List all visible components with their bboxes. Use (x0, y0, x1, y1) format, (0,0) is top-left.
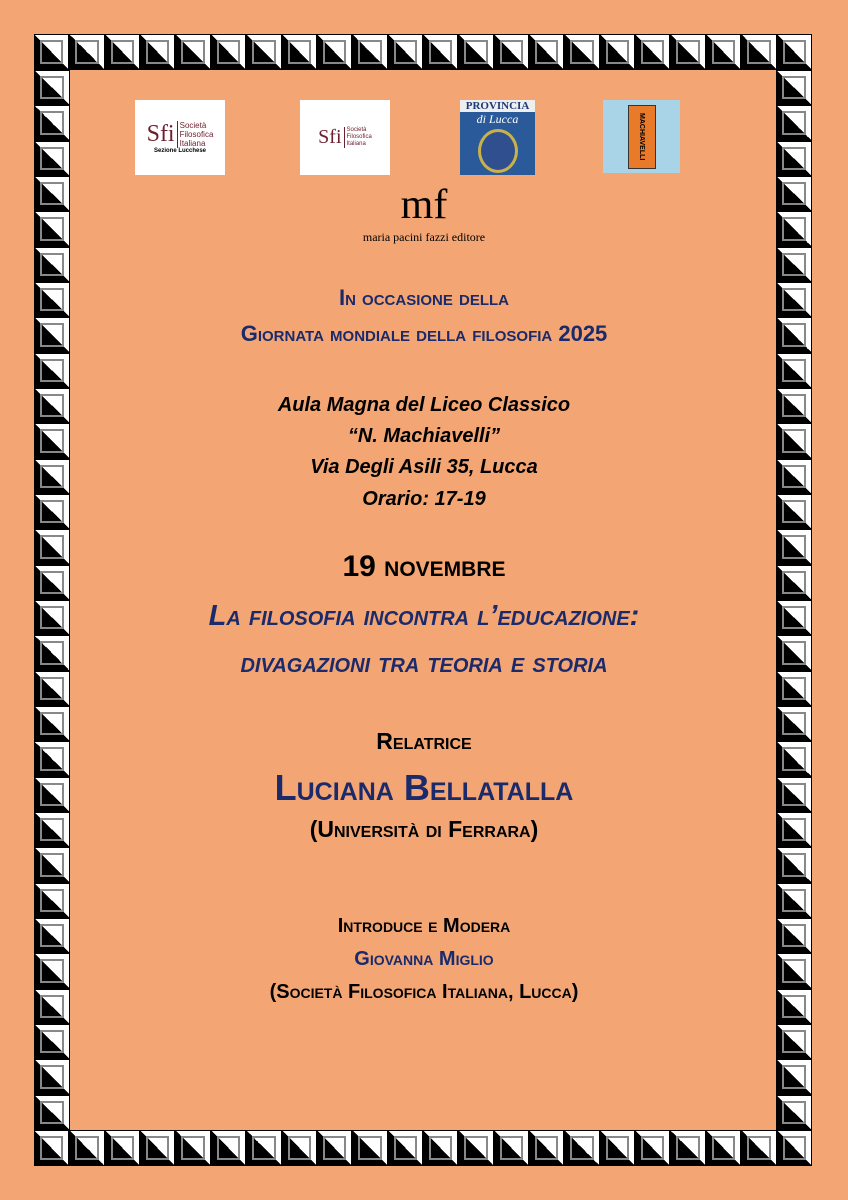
border-tile (34, 247, 70, 282)
talk-title-line2: divagazioni tra teoria e storia (240, 647, 608, 679)
sfi-text: Filosofica (179, 130, 214, 139)
border-tile (34, 1059, 70, 1094)
sfi-text: Filosofica (346, 134, 372, 140)
border-tile (69, 1130, 104, 1166)
border-tile (34, 1095, 70, 1130)
speaker-affiliation: (Università di Ferrara) (309, 816, 539, 842)
border-tile (776, 105, 812, 140)
sfi-text: Italiana (179, 139, 206, 148)
border-tile (600, 1130, 635, 1166)
speaker-name: Luciana Bellatalla (274, 767, 574, 808)
border-tile (741, 1130, 776, 1166)
publisher-name: maria pacini fazzi editore (362, 230, 486, 244)
publisher-logo (324, 180, 524, 245)
border-tile (140, 1130, 175, 1166)
border-tile (317, 34, 352, 70)
border-tile (34, 1130, 69, 1166)
border-tile (670, 1130, 705, 1166)
venue-line2: “N. Machiavelli” (347, 425, 501, 447)
border-tile (600, 34, 635, 70)
border-tile (246, 1130, 281, 1166)
border-tile (741, 34, 776, 70)
border-tile (776, 1059, 812, 1094)
border-tile (706, 34, 741, 70)
venue-line3: Via Degli Asili 35, Lucca (310, 456, 538, 478)
date-day: 19 (342, 550, 376, 583)
border-tile (776, 211, 812, 246)
border-tile (635, 1130, 670, 1166)
border-tile (211, 1130, 246, 1166)
provincia-text: PROVINCIA (460, 100, 535, 112)
machiavelli-text: MACHIAVELLI (638, 112, 645, 161)
border-tile (34, 847, 70, 882)
venue-time: Orario: 17-19 (362, 488, 486, 510)
coat-of-arms-icon (478, 129, 518, 173)
border-tile (706, 1130, 741, 1166)
border-tile (776, 70, 812, 105)
sfi-logo (300, 100, 390, 175)
border-tile (211, 34, 246, 70)
border-tile (564, 34, 599, 70)
border-tile (776, 1095, 812, 1130)
border-tile (494, 34, 529, 70)
border-tile (175, 1130, 210, 1166)
moderator-name: Giovanna Miglio (354, 948, 494, 970)
border-tile (670, 34, 705, 70)
border-tile (388, 34, 423, 70)
border-tile (423, 34, 458, 70)
occasion-line1: In occasione della (338, 285, 509, 310)
provincia-text: di Lucca (476, 112, 519, 126)
border-top (34, 34, 812, 70)
border-tile (352, 1130, 387, 1166)
sfi-text: Società (179, 121, 207, 130)
sfi-text: Società (346, 127, 367, 133)
publisher-mark: mf (400, 182, 448, 228)
border-tile (458, 34, 493, 70)
talk-title-line1: La filosofia incontra l’educazione: (208, 600, 640, 632)
border-tile (776, 883, 812, 918)
border-tile (34, 211, 70, 246)
sfi-mark: Sfi (318, 126, 342, 148)
border-tile (175, 34, 210, 70)
border-tile (34, 105, 70, 140)
border-tile (69, 34, 104, 70)
border-tile (282, 1130, 317, 1166)
liceo-machiavelli-logo (603, 100, 680, 173)
border-tile (776, 141, 812, 176)
venue-line1: Aula Magna del Liceo Classico (277, 394, 571, 416)
border-tile (105, 34, 140, 70)
speaker-role: Relatrice (376, 728, 472, 754)
border-tile (388, 1130, 423, 1166)
border-tile (423, 1130, 458, 1166)
event-date (0, 550, 848, 584)
sfi-mark: Sfi (146, 121, 175, 147)
border-tile (34, 883, 70, 918)
border-bottom (34, 1130, 812, 1166)
border-tile (529, 1130, 564, 1166)
border-tile (317, 1130, 352, 1166)
moderator-affiliation: (Società Filosofica Italiana, Lucca) (269, 981, 579, 1003)
border-tile (494, 1130, 529, 1166)
sfi-section: Sezione Lucchese (153, 148, 207, 154)
border-tile (776, 1024, 812, 1059)
sfi-text: Italiana (346, 141, 366, 147)
border-tile (105, 1130, 140, 1166)
border-tile (777, 34, 812, 70)
border-tile (34, 34, 69, 70)
border-tile (34, 176, 70, 211)
border-tile (282, 34, 317, 70)
border-tile (529, 34, 564, 70)
provincia-lucca-logo (460, 100, 535, 175)
border-tile (776, 247, 812, 282)
border-tile (34, 141, 70, 176)
border-tile (776, 176, 812, 211)
sfi-lucca-logo (135, 100, 225, 175)
border-tile (140, 34, 175, 70)
border-tile (246, 34, 281, 70)
border-tile (777, 1130, 812, 1166)
border-tile (635, 34, 670, 70)
border-tile (776, 847, 812, 882)
border-tile (352, 34, 387, 70)
moderator-role: Introduce e Modera (337, 915, 511, 937)
occasion-line2: Giornata mondiale della filosofia 2025 (240, 321, 608, 346)
border-tile (34, 353, 70, 388)
border-tile (34, 1024, 70, 1059)
border-tile (564, 1130, 599, 1166)
border-tile (458, 1130, 493, 1166)
border-tile (776, 353, 812, 388)
date-month: novembre (384, 550, 506, 583)
border-tile (34, 70, 70, 105)
